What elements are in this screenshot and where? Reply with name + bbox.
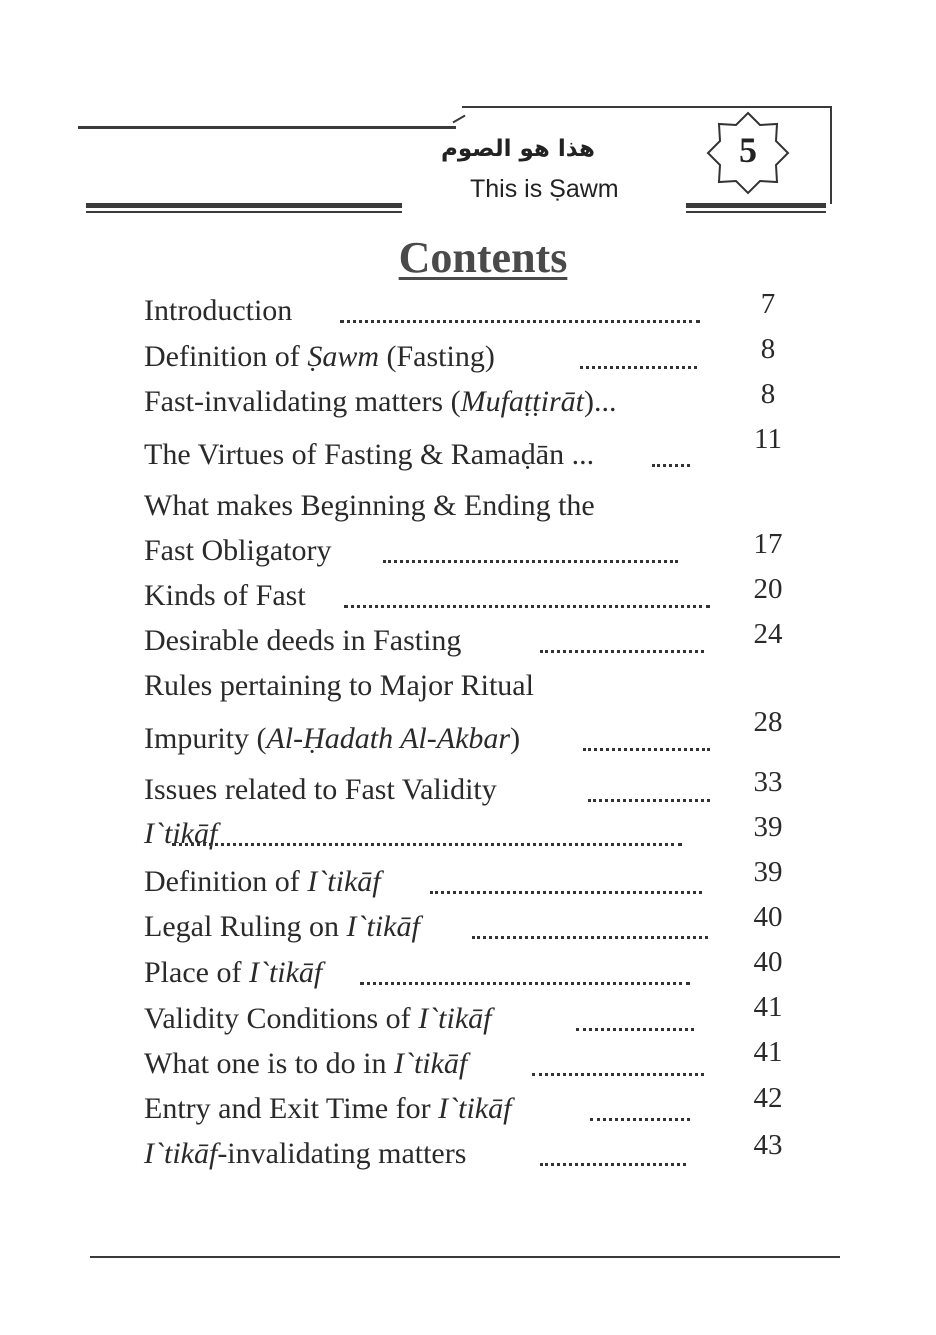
subtitle: This is Ṣawm (470, 175, 619, 203)
toc-entry-page: 42 (753, 1082, 783, 1114)
toc-entry-page: 40 (753, 946, 783, 978)
page-number-badge (706, 111, 790, 195)
toc-entry-title: Definition of I`tikāf (144, 865, 381, 898)
toc-entry-title: Fast-invalidating matters (Mufaṭṭirāt)... (144, 385, 617, 418)
dot-leader (430, 871, 702, 894)
toc-entry-title: The Virtues of Fasting & Ramaḍān ... (144, 438, 595, 471)
toc-entry-page: 43 (753, 1129, 783, 1161)
toc-entry-title: Kinds of Fast (144, 579, 306, 612)
header-right-rule (462, 106, 832, 108)
header-bottom-rule-left (86, 203, 402, 208)
toc-entry-title: Entry and Exit Time for I`tikāf (144, 1092, 512, 1125)
dot-leader (340, 300, 700, 323)
toc-entry-page: 33 (753, 766, 783, 798)
toc-entry-title: I`tikāf-invalidating matters (144, 1137, 467, 1170)
header-diagonal-rule (452, 115, 465, 124)
dot-leader (472, 916, 708, 939)
contents-heading: Contents (398, 233, 568, 282)
dot-leader (576, 1008, 694, 1031)
dot-leader (383, 540, 678, 563)
dot-leader (652, 444, 690, 467)
toc-entry-page: 17 (753, 528, 783, 560)
dot-leader (580, 346, 697, 369)
page-number: 5 (739, 130, 757, 170)
header-right-vertical-rule (830, 106, 832, 204)
toc-entry-title: Place of I`tikāf (144, 956, 323, 989)
dot-leader (590, 1098, 690, 1121)
toc-entry-page: 11 (754, 423, 782, 455)
dot-leader (540, 630, 704, 653)
toc-entry-page: 28 (753, 706, 783, 738)
dot-leader (583, 728, 710, 751)
toc-entry-page: 24 (753, 618, 783, 650)
toc-entry-page: 7 (760, 288, 776, 320)
toc-row[interactable] (0, 477, 936, 523)
toc-entry-title: Validity Conditions of I`tikāf (144, 1002, 492, 1035)
toc-entry-title: I`tikāf (144, 817, 218, 850)
dot-leader (532, 1053, 704, 1076)
toc-entry-title: What one is to do in I`tikāf (144, 1047, 468, 1080)
toc-entry-page: 8 (760, 378, 776, 410)
arabic-title: هذا هو الصوم (441, 136, 595, 162)
header-bottom-rule-right (686, 203, 826, 208)
toc-entry-page: 39 (753, 856, 783, 888)
dot-leader (172, 823, 682, 846)
dot-leader (588, 779, 710, 802)
toc-row[interactable] (0, 657, 936, 703)
toc-entry-title: Rules pertaining to Major Ritual (144, 669, 534, 702)
header-top-rule (78, 126, 456, 129)
toc-entry-title: Impurity (Al-Ḥadath Al-Akbar) (144, 722, 521, 755)
toc-entry-page: 20 (753, 573, 783, 605)
toc-entry-page: 39 (753, 811, 783, 843)
toc-entry-title: What makes Beginning & Ending the (144, 489, 595, 522)
footer-rule (90, 1256, 840, 1258)
toc-entry-title: Introduction (144, 294, 293, 327)
header-bottom-rule-right-thin (686, 211, 826, 213)
toc-entry-title: Definition of Ṣawm (Fasting) (144, 340, 495, 373)
dot-leader (540, 1143, 686, 1166)
toc-entry-page: 40 (753, 901, 783, 933)
toc-entry-title: Legal Ruling on I`tikāf (144, 910, 420, 943)
toc-entry-title: Fast Obligatory (144, 534, 332, 567)
toc-entry-page: 41 (753, 1036, 783, 1068)
toc-entry-title: Desirable deeds in Fasting (144, 624, 462, 657)
toc-entry-page: 41 (753, 991, 783, 1023)
dot-leader (360, 962, 690, 985)
header-bottom-rule-left-thin (86, 211, 402, 213)
toc-entry-title: Issues related to Fast Validity (144, 773, 497, 806)
toc-entry-page: 8 (760, 333, 776, 365)
dot-leader (344, 585, 710, 608)
